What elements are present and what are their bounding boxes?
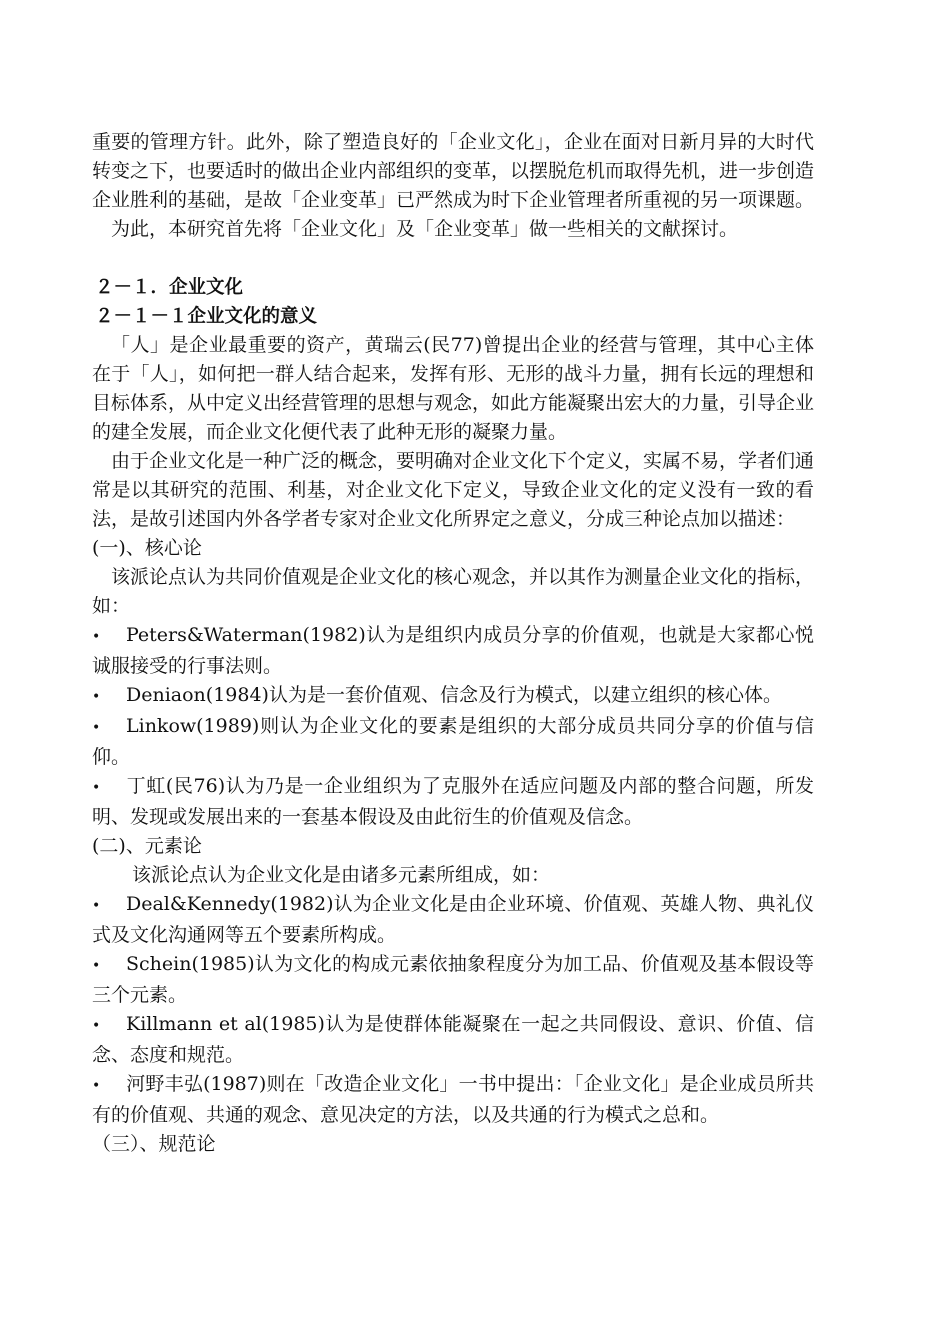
- list-item: • Schein(1985)认为文化的构成元素依抽象程度分为加工品、价值观及基本假设等三个元素。: [92, 953, 814, 1006]
- list-item: • Linkow(1989)则认为企业文化的要素是组织的大部分成员共同分享的价值与信仰。: [92, 715, 814, 768]
- subsection-heading: ２－１－１企业文化的意义: [95, 306, 318, 327]
- element-theory-intro: 该派论点认为企业文化是由诸多元素所组成，如：: [132, 864, 551, 886]
- list-item: • 丁虹(民76)认为乃是一企业组织为了克服外在适应问题及内部的整合问题，所发明、发现或发展出来的一套基本假设及由此衍生的价值观及信念。: [92, 775, 814, 828]
- bullet-icon: •: [92, 1078, 101, 1094]
- bullet-icon: •: [92, 689, 101, 705]
- list-item: • Killmann et al(1985)认为是使群体能凝聚在一起之共同假设、意识、价值、信念、态度和规范。: [92, 1013, 814, 1066]
- bullet-icon: •: [92, 1018, 101, 1034]
- element-theory-title: (二)、元素论: [92, 835, 202, 857]
- bullet-icon: •: [92, 780, 101, 796]
- bullet-icon: •: [92, 720, 101, 736]
- list-item: • 河野丰弘(1987)则在「改造企业文化」一书中提出：「企业文化」是企业成员所共有的价值观、共通的观念、意见决定的方法，以及共通的行为模式之总和。: [92, 1073, 814, 1126]
- core-theory-intro: 该派论点认为共同价值观是企业文化的核心观念，并以其作为测量企业文化的指标，如：: [92, 566, 815, 617]
- body-paragraph: 由于企业文化是一种广泛的概念，要明确对企业文化下个定义，实属不易，学者们通常是以其研究的范围、利基，对企业文化下定义，导致企业文化的定义没有一致的看法，是故引述国内外各学者专家对企业文化所界定之意义，分成三种论点加以描述：: [92, 450, 815, 530]
- core-theory-list: [92, 621, 814, 832]
- intro-paragraph: 重要的管理方针。此外，除了塑造良好的「企业文化」，企业在面对日新月异的大时代转变之下，也要适时的做出企业内部组织的变革，以摆脱危机而取得先机，进一步创造企业胜利的基础，是故「企业变革」已严然成为时下企业管理者所重视的另一项课题。: [92, 131, 815, 211]
- bullet-icon: •: [92, 898, 101, 914]
- document-page: [92, 128, 814, 1159]
- list-item: • Peters&Waterman(1982)认为是组织内成员分享的价值观，也就是大家都心悦诚服接受的行事法则。: [92, 624, 814, 677]
- bullet-icon: •: [92, 629, 101, 645]
- element-theory-list: [92, 890, 814, 1130]
- body-paragraph: 「人」是企业最重要的资产，黄瑞云(民77)曾提出企业的经营与管理，其中心主体在于「人」，如何把一群人结合起来，发挥有形、无形的战斗力量，拥有长远的理想和目标体系，从中定义出经营管理的思想与观念，如此方能凝聚出宏大的力量，引导企业的建全发展，而企业文化便代表了此种无形的凝聚力量。: [92, 334, 815, 443]
- intro-paragraph: 为此，本研究首先将「企业文化」及「企业变革」做一些相关的文献探讨。: [111, 218, 739, 240]
- list-item: • Deniaon(1984)认为是一套价值观、信念及行为模式，以建立组织的核心体。: [92, 681, 814, 712]
- list-item: • Deal&Kennedy(1982)认为企业文化是由企业环境、价值观、英雄人物、典礼仪式及文化沟通网等五个要素所构成。: [92, 893, 814, 946]
- spacer: [92, 244, 814, 273]
- core-theory-title: (一)、核心论: [92, 537, 202, 559]
- bullet-icon: •: [92, 958, 101, 974]
- section-heading: ２－１．企业文化: [95, 277, 244, 298]
- normative-theory-title: （三）、规范论: [92, 1133, 216, 1155]
